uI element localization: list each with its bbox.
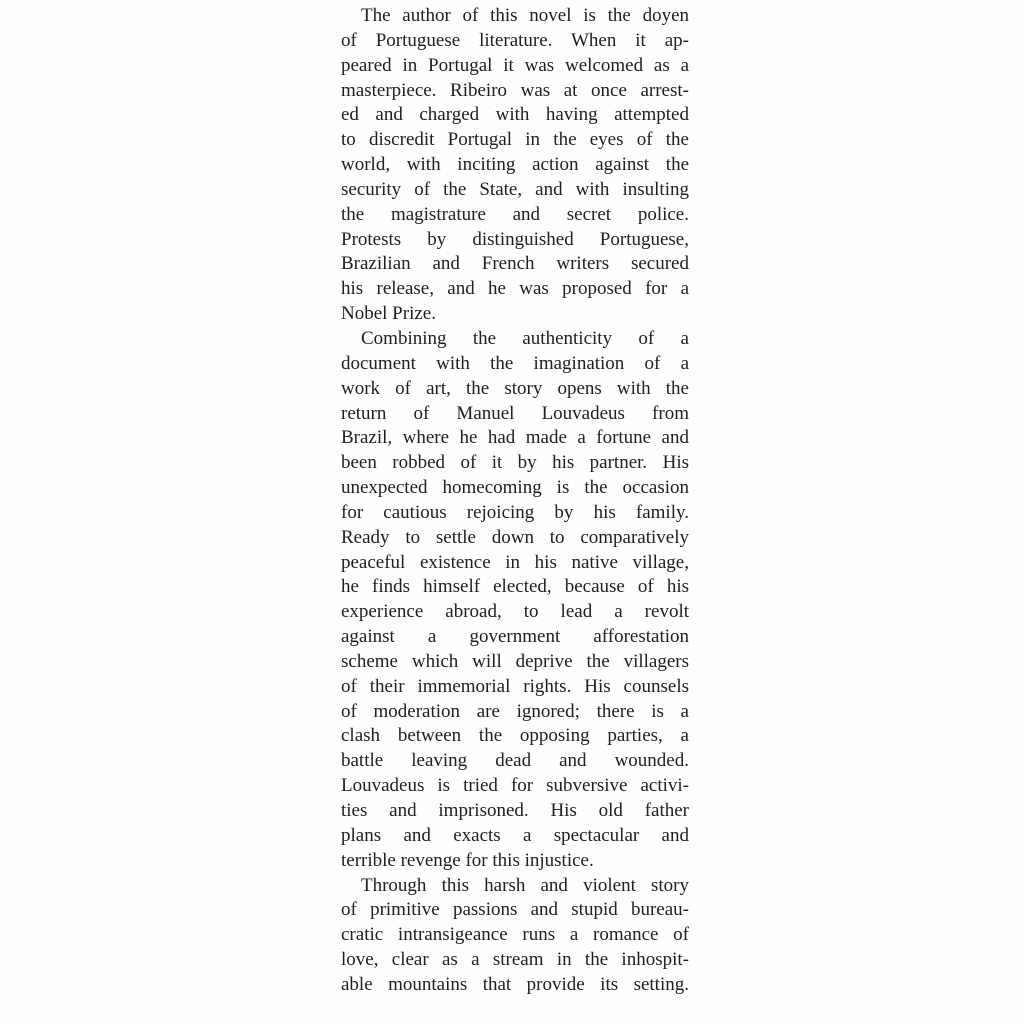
text-line: work of art, the story opens with the [341, 377, 689, 399]
text-line: against a government afforestation [341, 626, 689, 648]
text-line: experience abroad, to lead a revolt [341, 601, 689, 623]
text-line: peaceful existence in his native village, [341, 551, 689, 573]
text-line: his release, and he was proposed for a [341, 278, 689, 300]
text-line: he finds himself elected, because of his [341, 576, 689, 598]
paragraph-3 [341, 874, 689, 998]
text-column [341, 4, 689, 998]
text-line: The author of this novel is the doyen [361, 5, 689, 26]
text-line: unexpected homecoming is the occasion [341, 477, 689, 499]
text-line: scheme which will deprive the villagers [341, 650, 689, 672]
text-line: battle leaving dead and wounded. [341, 750, 689, 772]
text-line: Protests by distinguished Portuguese, [341, 228, 689, 250]
text-line: security of the State, and with insulting [341, 178, 689, 200]
text-line: Brazil, where he had made a fortune and [341, 427, 689, 449]
text-line: cratic intransigeance runs a romance of [341, 924, 689, 946]
text-line: of moderation are ignored; there is a [341, 700, 689, 722]
text-line: Nobel Prize. [341, 303, 436, 325]
text-line: ties and imprisoned. His old father [341, 800, 689, 821]
text-line: of primitive passions and stupid bureau- [341, 899, 689, 921]
text-line: the magistrature and secret police. [341, 203, 689, 225]
text-line: able mountains that provide its setting. [341, 973, 689, 995]
text-line: document with the imagination of a [341, 352, 689, 374]
text-line: for cautious rejoicing by his family. [341, 501, 689, 523]
text-line: Combining the authenticity of a [361, 327, 689, 349]
text-line: world, with inciting action against the [341, 154, 689, 176]
text-line: ed and charged with having attempted [341, 104, 689, 126]
text-line: masterpiece. Ribeiro was at once arrest- [341, 79, 689, 101]
text-line: Brazilian and French writers secured [341, 253, 689, 275]
text-line: Louvadeus is tried for subversive activi- [341, 775, 689, 797]
text-line: return of Manuel Louvadeus from [341, 402, 689, 424]
text-line: of their immemorial rights. His counsels [341, 675, 689, 697]
text-line: Ready to settle down to comparatively [341, 526, 689, 548]
text-line: love, clear as a stream in the inhospit- [341, 949, 689, 971]
text-line: been robbed of it by his partner. His [341, 452, 689, 474]
text-line: Through this harsh and violent story [361, 874, 689, 896]
text-line: of Portuguese literature. When it ap- [341, 29, 689, 51]
paragraph-1 [341, 4, 689, 327]
text-line: terrible revenge for this injustice. [341, 849, 594, 871]
text-line: clash between the opposing parties, a [341, 725, 689, 747]
text-line: peared in Portugal it was welcomed as a [341, 54, 689, 76]
paragraph-2 [341, 327, 689, 874]
text-line: plans and exacts a spectacular and [341, 824, 689, 846]
text-line: to discredit Portugal in the eyes of the [341, 129, 689, 151]
